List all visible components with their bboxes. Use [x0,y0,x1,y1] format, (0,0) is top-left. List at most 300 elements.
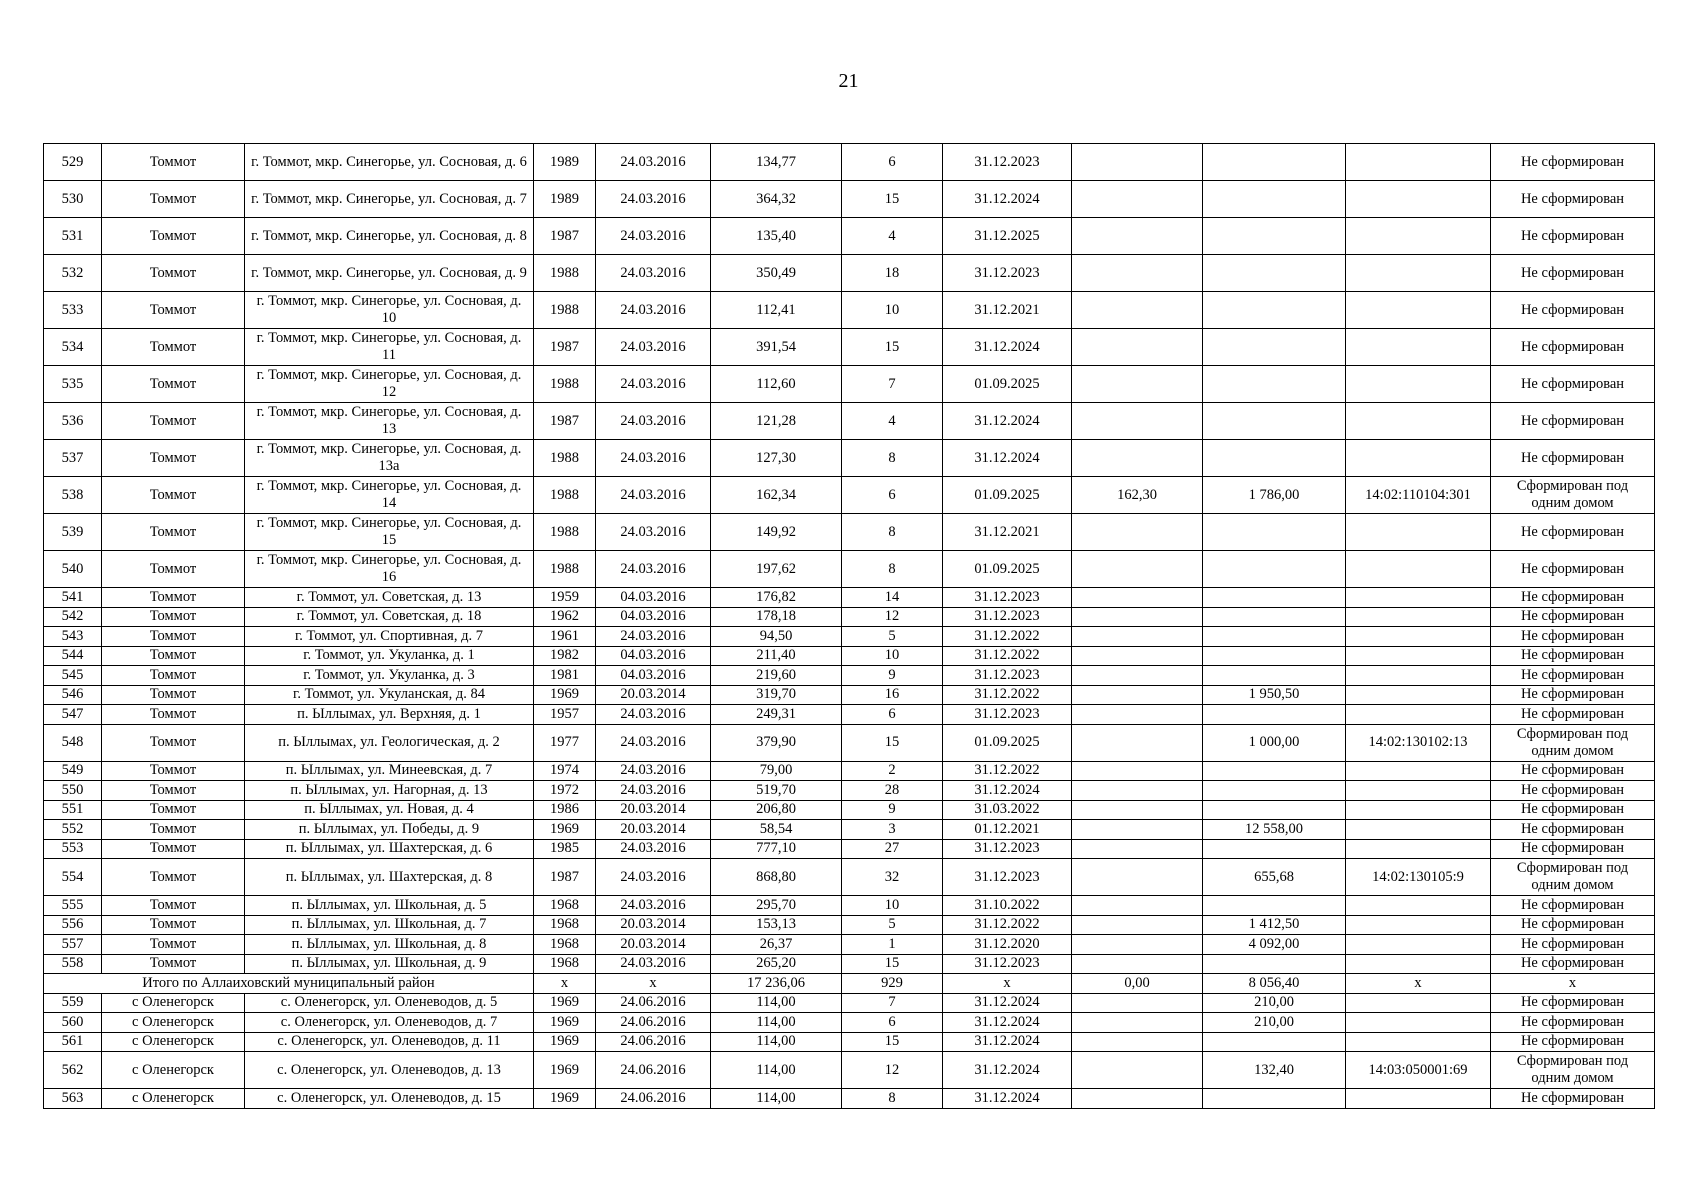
cell-cadastral-number [1346,607,1491,627]
cell-settlement: Томмот [102,218,245,255]
cell-recognition-date: 24.03.2016 [596,292,711,329]
cell-settlement: Томмот [102,859,245,896]
cell-settlement: с Оленегорск [102,1089,245,1109]
cell-build-year: 1988 [534,255,596,292]
cell-resettlement-date: 01.09.2025 [943,366,1072,403]
cell-recognition-date: 24.03.2016 [596,514,711,551]
cell-land-area [1072,646,1203,666]
cell-residents: 15 [842,954,943,974]
cell-row-number: 538 [44,477,102,514]
cell-row-number: 563 [44,1089,102,1109]
table-row [44,954,1655,974]
cell-row-number: 559 [44,993,102,1013]
cell-residents: 15 [842,329,943,366]
table-row [44,974,1655,994]
cell-land-area [1072,935,1203,955]
cell-land-status: Сформирован под одним домом [1491,859,1655,896]
cell-cadastral-number [1346,800,1491,820]
cell-row-number: 558 [44,954,102,974]
table-row [44,403,1655,440]
table-row [44,781,1655,801]
cell-land-value [1203,551,1346,588]
cell-land-status: Не сформирован [1491,705,1655,725]
cell-area: 219,60 [711,666,842,686]
cell-land-value [1203,627,1346,647]
cell-recognition-date: 20.03.2014 [596,915,711,935]
cell-land-value [1203,896,1346,916]
cell-row-number: 533 [44,292,102,329]
cell-residents: 3 [842,820,943,840]
cell-land-status: Не сформирован [1491,403,1655,440]
cell-land-status: Не сформирован [1491,993,1655,1013]
cell-land-value [1203,218,1346,255]
cell-settlement: Томмот [102,440,245,477]
cell-address: г. Томмот, ул. Укуланка, д. 1 [245,646,534,666]
cell-residents: 5 [842,627,943,647]
cell-land-area [1072,440,1203,477]
cell-address: г. Томмот, мкр. Синегорье, ул. Сосновая, д. 12 [245,366,534,403]
cell-build-year: 1957 [534,705,596,725]
cell-residents: 7 [842,993,943,1013]
cell-recognition-date: 24.03.2016 [596,144,711,181]
table-row [44,144,1655,181]
cell-cadastral-number [1346,255,1491,292]
cell-build-year: 1987 [534,403,596,440]
cell-land-value [1203,954,1346,974]
table-row [44,218,1655,255]
cell-land-status: Не сформирован [1491,761,1655,781]
cell-resettlement-date: 31.12.2024 [943,781,1072,801]
cell-recognition-date: 04.03.2016 [596,588,711,608]
cell-address: г. Томмот, мкр. Синегорье, ул. Сосновая, д. 10 [245,292,534,329]
table-row [44,839,1655,859]
cell-cadastral-number [1346,1089,1491,1109]
cell-residents: 4 [842,218,943,255]
cell-settlement: Томмот [102,607,245,627]
subtotal-label: Итого по Аллаиховский муниципальный район [44,974,534,994]
cell-settlement: Томмот [102,761,245,781]
cell-land-area [1072,292,1203,329]
cell-area: 114,00 [711,1089,842,1109]
cell-land-value [1203,781,1346,801]
cell-land-value [1203,329,1346,366]
cell-row-number: 544 [44,646,102,666]
cell-area: 176,82 [711,588,842,608]
cell-build-year: 1987 [534,218,596,255]
table-row [44,685,1655,705]
subtotal-cell: 0,00 [1072,974,1203,994]
cell-settlement: Томмот [102,800,245,820]
cell-build-year: 1969 [534,685,596,705]
cell-land-value [1203,366,1346,403]
cell-land-area [1072,144,1203,181]
cell-recognition-date: 24.03.2016 [596,627,711,647]
cell-build-year: 1969 [534,1032,596,1052]
cell-land-value [1203,440,1346,477]
table-row [44,440,1655,477]
cell-land-value [1203,144,1346,181]
cell-build-year: 1988 [534,292,596,329]
cell-area: 134,77 [711,144,842,181]
cell-build-year: 1989 [534,144,596,181]
cell-land-status: Не сформирован [1491,440,1655,477]
cell-settlement: Томмот [102,292,245,329]
cell-row-number: 550 [44,781,102,801]
cell-recognition-date: 24.03.2016 [596,366,711,403]
cell-area: 777,10 [711,839,842,859]
cell-recognition-date: 20.03.2014 [596,800,711,820]
cell-land-status: Не сформирован [1491,666,1655,686]
cell-address: п. Ыллымах, ул. Школьная, д. 9 [245,954,534,974]
cell-land-value: 655,68 [1203,859,1346,896]
cell-land-area [1072,218,1203,255]
cell-land-area [1072,666,1203,686]
cell-residents: 16 [842,685,943,705]
cell-build-year: 1972 [534,781,596,801]
cell-land-value [1203,646,1346,666]
cell-settlement: Томмот [102,666,245,686]
cell-address: г. Томмот, мкр. Синегорье, ул. Сосновая, д. 14 [245,477,534,514]
cell-settlement: Томмот [102,646,245,666]
table-row [44,514,1655,551]
cell-settlement: Томмот [102,477,245,514]
cell-build-year: 1969 [534,1013,596,1033]
cell-land-area [1072,761,1203,781]
cell-land-value: 1 412,50 [1203,915,1346,935]
cell-address: с. Оленегорск, ул. Оленеводов, д. 13 [245,1052,534,1089]
cell-area: 112,41 [711,292,842,329]
cell-resettlement-date: 31.12.2024 [943,1052,1072,1089]
cell-cadastral-number [1346,646,1491,666]
cell-row-number: 552 [44,820,102,840]
cell-land-area [1072,551,1203,588]
subtotal-cell: x [534,974,596,994]
cell-cadastral-number [1346,666,1491,686]
subtotal-cell: 8 056,40 [1203,974,1346,994]
cell-cadastral-number [1346,144,1491,181]
cell-residents: 4 [842,403,943,440]
table-row [44,820,1655,840]
cell-cadastral-number [1346,551,1491,588]
cell-address: г. Томмот, мкр. Синегорье, ул. Сосновая, д. 7 [245,181,534,218]
cell-residents: 9 [842,800,943,820]
cell-land-area [1072,724,1203,761]
cell-address: п. Ыллымах, ул. Нагорная, д. 13 [245,781,534,801]
cell-area: 94,50 [711,627,842,647]
cell-residents: 6 [842,705,943,725]
cell-settlement: Томмот [102,144,245,181]
cell-resettlement-date: 31.12.2022 [943,761,1072,781]
cell-resettlement-date: 31.12.2022 [943,685,1072,705]
cell-address: п. Ыллымах, ул. Верхняя, д. 1 [245,705,534,725]
cell-area: 350,49 [711,255,842,292]
cell-residents: 10 [842,292,943,329]
cell-land-status: Сформирован под одним домом [1491,724,1655,761]
cell-resettlement-date: 31.12.2023 [943,705,1072,725]
cell-land-value: 12 558,00 [1203,820,1346,840]
cell-address: г. Томмот, ул. Спортивная, д. 7 [245,627,534,647]
cell-cadastral-number [1346,781,1491,801]
cell-recognition-date: 24.03.2016 [596,255,711,292]
cell-residents: 27 [842,839,943,859]
cell-residents: 12 [842,607,943,627]
cell-residents: 10 [842,896,943,916]
cell-settlement: Томмот [102,627,245,647]
cell-address: г. Томмот, ул. Советская, д. 13 [245,588,534,608]
cell-address: г. Томмот, мкр. Синегорье, ул. Сосновая, д. 13а [245,440,534,477]
cell-area: 519,70 [711,781,842,801]
cell-build-year: 1968 [534,935,596,955]
cell-row-number: 539 [44,514,102,551]
cell-recognition-date: 04.03.2016 [596,607,711,627]
cell-land-status: Не сформирован [1491,255,1655,292]
cell-build-year: 1987 [534,859,596,896]
cell-resettlement-date: 31.12.2023 [943,144,1072,181]
table-row [44,588,1655,608]
cell-cadastral-number: 14:02:130102:13 [1346,724,1491,761]
cell-row-number: 553 [44,839,102,859]
table-row [44,329,1655,366]
cell-area: 319,70 [711,685,842,705]
cell-area: 26,37 [711,935,842,955]
cell-row-number: 560 [44,1013,102,1033]
cell-recognition-date: 24.03.2016 [596,839,711,859]
cell-land-status: Сформирован под одним домом [1491,477,1655,514]
subtotal-cell: 929 [842,974,943,994]
cell-cadastral-number [1346,181,1491,218]
cell-settlement: с Оленегорск [102,1052,245,1089]
cell-residents: 7 [842,366,943,403]
cell-cadastral-number [1346,896,1491,916]
cell-land-status: Не сформирован [1491,607,1655,627]
cell-resettlement-date: 31.12.2023 [943,859,1072,896]
cell-cadastral-number [1346,1013,1491,1033]
cell-resettlement-date: 31.12.2020 [943,935,1072,955]
cell-address: п. Ыллымах, ул. Школьная, д. 5 [245,896,534,916]
cell-build-year: 1986 [534,800,596,820]
cell-area: 364,32 [711,181,842,218]
cell-land-status: Не сформирован [1491,896,1655,916]
cell-residents: 14 [842,588,943,608]
cell-residents: 10 [842,646,943,666]
table-row [44,1052,1655,1089]
cell-land-area [1072,800,1203,820]
cell-resettlement-date: 31.12.2023 [943,839,1072,859]
cell-residents: 5 [842,915,943,935]
cell-land-status: Не сформирован [1491,781,1655,801]
cell-area: 249,31 [711,705,842,725]
cell-area: 114,00 [711,1032,842,1052]
cell-row-number: 545 [44,666,102,686]
table-row [44,705,1655,725]
cell-recognition-date: 04.03.2016 [596,666,711,686]
cell-recognition-date: 24.03.2016 [596,954,711,974]
cell-address: г. Томмот, мкр. Синегорье, ул. Сосновая, д. 11 [245,329,534,366]
cell-land-value: 132,40 [1203,1052,1346,1089]
cell-row-number: 556 [44,915,102,935]
cell-land-value [1203,181,1346,218]
cell-area: 162,34 [711,477,842,514]
cell-address: г. Томмот, ул. Укуланка, д. 3 [245,666,534,686]
cell-land-status: Не сформирован [1491,329,1655,366]
cell-land-value: 1 000,00 [1203,724,1346,761]
cell-land-status: Не сформирован [1491,820,1655,840]
cell-resettlement-date: 31.12.2024 [943,329,1072,366]
cell-residents: 32 [842,859,943,896]
cell-resettlement-date: 31.10.2022 [943,896,1072,916]
cell-row-number: 542 [44,607,102,627]
cell-row-number: 551 [44,800,102,820]
cell-settlement: Томмот [102,255,245,292]
cell-recognition-date: 04.03.2016 [596,646,711,666]
cell-address: п. Ыллымах, ул. Школьная, д. 7 [245,915,534,935]
cell-land-value [1203,607,1346,627]
cell-settlement: Томмот [102,588,245,608]
cell-resettlement-date: 31.12.2024 [943,403,1072,440]
table-row [44,993,1655,1013]
cell-area: 114,00 [711,993,842,1013]
cell-cadastral-number [1346,820,1491,840]
cell-address: г. Томмот, мкр. Синегорье, ул. Сосновая, д. 15 [245,514,534,551]
cell-build-year: 1985 [534,839,596,859]
cell-area: 149,92 [711,514,842,551]
cell-recognition-date: 24.06.2016 [596,1089,711,1109]
cell-resettlement-date: 31.12.2021 [943,514,1072,551]
table-row [44,292,1655,329]
cell-land-status: Не сформирован [1491,218,1655,255]
cell-land-area [1072,781,1203,801]
table-row [44,915,1655,935]
subtotal-cell: x [596,974,711,994]
cell-land-area [1072,954,1203,974]
cell-row-number: 541 [44,588,102,608]
cell-land-status: Не сформирован [1491,839,1655,859]
cell-land-area [1072,181,1203,218]
cell-build-year: 1961 [534,627,596,647]
cell-build-year: 1988 [534,366,596,403]
cell-land-value [1203,255,1346,292]
cell-cadastral-number [1346,514,1491,551]
cell-recognition-date: 24.06.2016 [596,1013,711,1033]
cell-row-number: 546 [44,685,102,705]
cell-address: п. Ыллымах, ул. Шахтерская, д. 6 [245,839,534,859]
table-row [44,366,1655,403]
cell-row-number: 537 [44,440,102,477]
cell-area: 58,54 [711,820,842,840]
page-number: 21 [838,70,859,92]
cell-land-area [1072,255,1203,292]
cell-build-year: 1988 [534,514,596,551]
cell-land-status: Не сформирован [1491,551,1655,588]
cell-address: г. Томмот, мкр. Синегорье, ул. Сосновая, д. 13 [245,403,534,440]
cell-resettlement-date: 01.12.2021 [943,820,1072,840]
cell-row-number: 555 [44,896,102,916]
cell-build-year: 1969 [534,1052,596,1089]
cell-land-value: 4 092,00 [1203,935,1346,955]
cell-residents: 15 [842,181,943,218]
cell-row-number: 562 [44,1052,102,1089]
cell-land-value: 1 786,00 [1203,477,1346,514]
cell-resettlement-date: 31.12.2023 [943,954,1072,974]
cell-recognition-date: 24.03.2016 [596,218,711,255]
cell-build-year: 1962 [534,607,596,627]
cell-address: с. Оленегорск, ул. Оленеводов, д. 5 [245,993,534,1013]
cell-recognition-date: 24.03.2016 [596,181,711,218]
cell-resettlement-date: 31.12.2024 [943,993,1072,1013]
cell-cadastral-number [1346,761,1491,781]
cell-cadastral-number [1346,839,1491,859]
cell-land-value [1203,839,1346,859]
cell-land-area [1072,859,1203,896]
cell-settlement: Томмот [102,403,245,440]
cell-resettlement-date: 31.12.2023 [943,588,1072,608]
cell-land-area [1072,366,1203,403]
cell-settlement: с Оленегорск [102,1032,245,1052]
cell-area: 206,80 [711,800,842,820]
cell-land-area [1072,839,1203,859]
cell-build-year: 1988 [534,440,596,477]
cell-settlement: Томмот [102,514,245,551]
cell-settlement: Томмот [102,329,245,366]
cell-cadastral-number [1346,915,1491,935]
cell-residents: 6 [842,477,943,514]
cell-settlement: Томмот [102,915,245,935]
cell-build-year: 1974 [534,761,596,781]
cell-address: г. Томмот, ул. Советская, д. 18 [245,607,534,627]
cell-resettlement-date: 31.12.2023 [943,255,1072,292]
cell-land-status: Не сформирован [1491,588,1655,608]
cell-land-area [1072,705,1203,725]
cell-row-number: 532 [44,255,102,292]
table-row [44,761,1655,781]
cell-area: 79,00 [711,761,842,781]
cell-row-number: 535 [44,366,102,403]
cell-recognition-date: 24.03.2016 [596,440,711,477]
cell-cadastral-number [1346,403,1491,440]
cell-cadastral-number [1346,1032,1491,1052]
cell-recognition-date: 24.03.2016 [596,551,711,588]
cell-land-value [1203,800,1346,820]
cell-resettlement-date: 31.12.2024 [943,1032,1072,1052]
cell-address: п. Ыллымах, ул. Шахтерская, д. 8 [245,859,534,896]
cell-cadastral-number [1346,218,1491,255]
cell-residents: 28 [842,781,943,801]
cell-settlement: с Оленегорск [102,993,245,1013]
cell-land-area [1072,607,1203,627]
cell-land-status: Не сформирован [1491,915,1655,935]
cell-build-year: 1968 [534,915,596,935]
cell-land-area [1072,1032,1203,1052]
cell-land-value [1203,761,1346,781]
cell-address: с. Оленегорск, ул. Оленеводов, д. 7 [245,1013,534,1033]
table-row [44,724,1655,761]
cell-recognition-date: 24.03.2016 [596,329,711,366]
table-row [44,255,1655,292]
cell-build-year: 1969 [534,993,596,1013]
subtotal-cell: x [1491,974,1655,994]
cell-area: 379,90 [711,724,842,761]
cell-row-number: 561 [44,1032,102,1052]
cell-resettlement-date: 31.12.2022 [943,627,1072,647]
cell-land-area [1072,685,1203,705]
cell-recognition-date: 24.03.2016 [596,896,711,916]
table-row [44,1032,1655,1052]
cell-residents: 2 [842,761,943,781]
cell-build-year: 1969 [534,820,596,840]
cell-cadastral-number [1346,292,1491,329]
cell-land-area [1072,514,1203,551]
cell-resettlement-date: 31.03.2022 [943,800,1072,820]
